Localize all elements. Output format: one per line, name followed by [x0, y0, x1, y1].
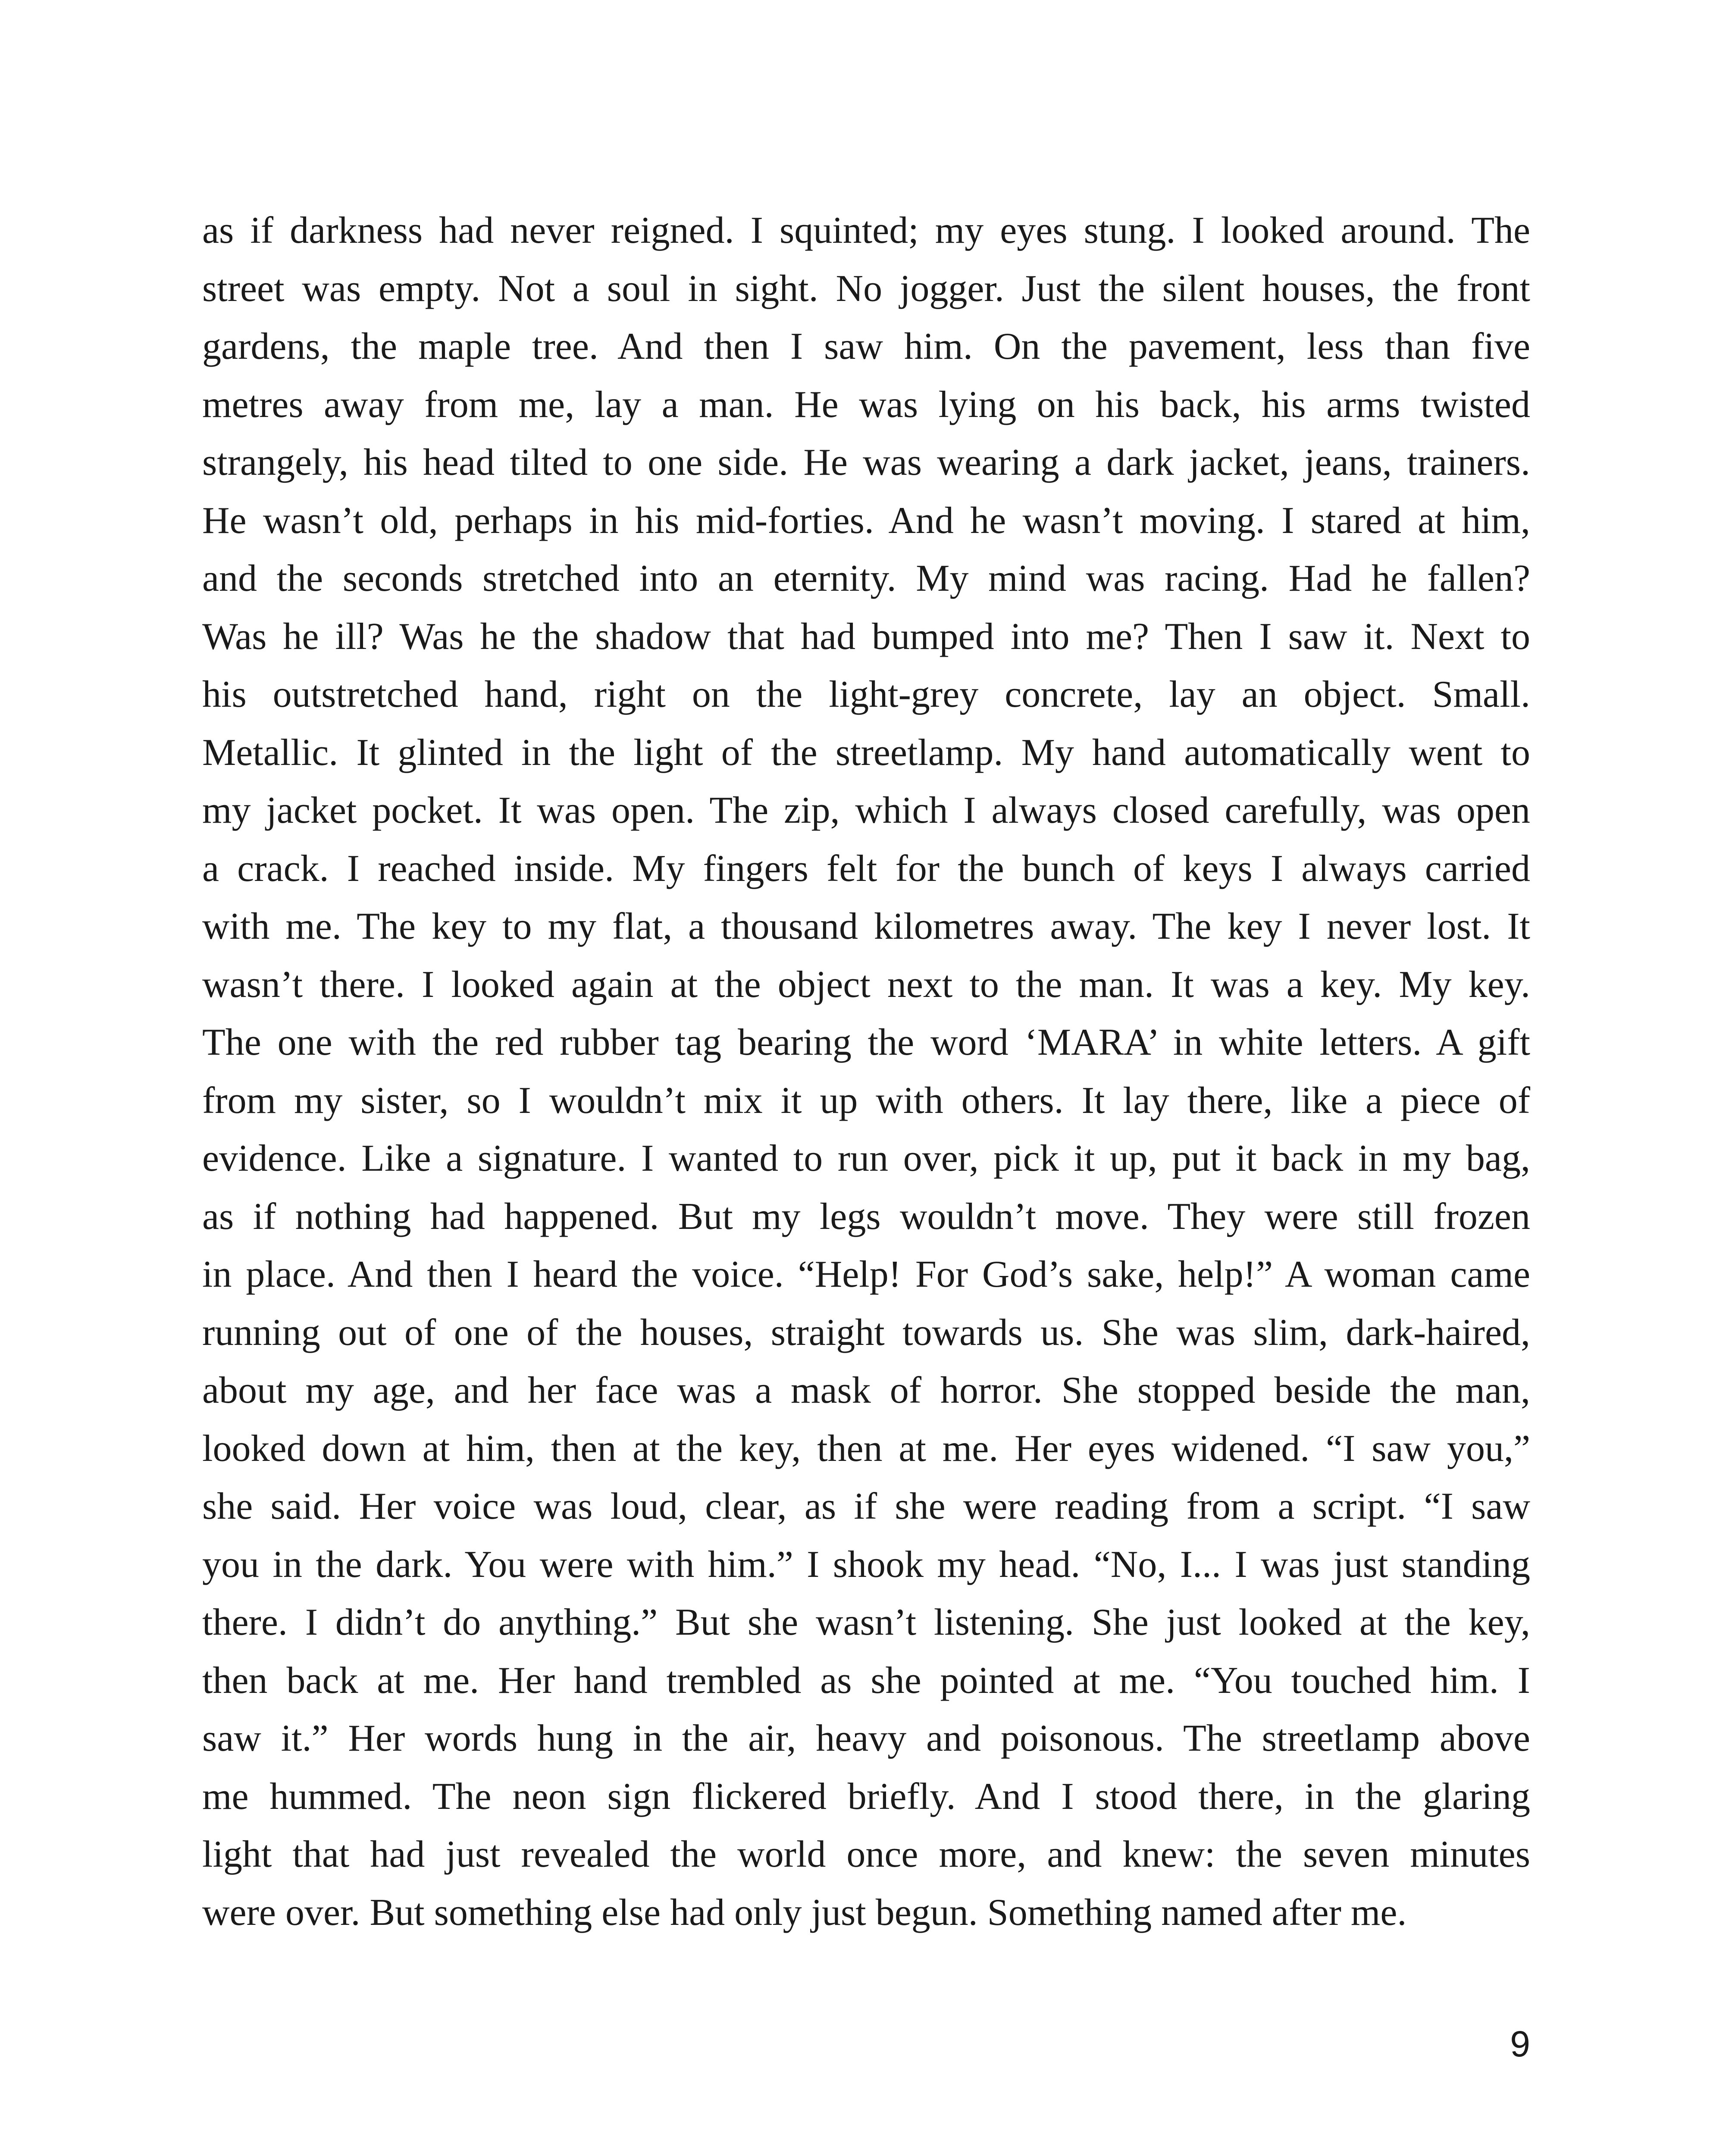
text-line: street was empty. Not a soul in sight. No jogger. Just the silent houses, the front: [202, 267, 1530, 310]
text-line: Was he ill? Was he the shadow that had bumped into me? Then I saw it. Next to: [202, 615, 1530, 658]
text-line: as if darkness had never reigned. I squinted; my eyes stung. I looked around. The: [202, 210, 1530, 251]
text-line: me hummed. The neon sign flickered briefly. And I stood there, in the glaring: [202, 1775, 1530, 1818]
text-line: wasn’t there. I looked again at the object next to the man. It was a key. My key.: [202, 963, 1530, 1006]
text-line: light that had just revealed the world once more, and knew: the seven minutes: [202, 1833, 1530, 1875]
text-line: about my age, and her face was a mask of horror. She stopped beside the man,: [202, 1369, 1530, 1411]
text-line: The one with the red rubber tag bearing the word ‘MARA’ in white letters. A gift: [202, 1022, 1530, 1063]
text-line: from my sister, so I wouldn’t mix it up with others. It lay there, like a piece of: [202, 1079, 1530, 1122]
text-line: and the seconds stretched into an eternity. My mind was racing. Had he fallen?: [202, 558, 1530, 599]
text-line: metres away from me, lay a man. He was lying on his back, his arms twisted: [202, 383, 1530, 426]
page-number: 9: [1510, 2024, 1530, 2064]
text-line: then back at me. Her hand trembled as she pointed at me. “You touched him. I: [202, 1659, 1530, 1702]
text-line: there. I didn’t do anything.” But she wasn’t listening. She just looked at the key,: [202, 1601, 1530, 1643]
text-line: saw it.” Her words hung in the air, heavy and poisonous. The streetlamp above: [202, 1717, 1530, 1759]
text-line: evidence. Like a signature. I wanted to run over, pick it up, put it back in my bag,: [202, 1138, 1530, 1179]
text-line: with me. The key to my flat, a thousand kilometres away. The key I never lost. It: [202, 906, 1530, 947]
text-line: gardens, the maple tree. And then I saw him. On the pavement, less than five: [202, 326, 1530, 367]
text-line: looked down at him, then at the key, then at me. Her eyes widened. “I saw you,”: [202, 1427, 1530, 1470]
text-line: you in the dark. You were with him.” I shook my head. “No, I... I was just standing: [202, 1543, 1530, 1586]
text-line: Metallic. It glinted in the light of the streetlamp. My hand automatically went to: [202, 731, 1530, 774]
text-line: as if nothing had happened. But my legs wouldn’t move. They were still frozen: [202, 1195, 1530, 1238]
text-line: she said. Her voice was loud, clear, as if she were reading from a script. “I saw: [202, 1485, 1530, 1527]
text-line: were over. But something else had only just begun. Something named after me.: [202, 1891, 1407, 1934]
text-line: strangely, his head tilted to one side. He was wearing a dark jacket, jeans, trainers.: [202, 442, 1530, 483]
text-line: my jacket pocket. It was open. The zip, which I always closed carefully, was open: [202, 790, 1530, 831]
text-line: his outstretched hand, right on the light-grey concrete, lay an object. Small.: [202, 674, 1530, 715]
text-line: in place. And then I heard the voice. “Help! For God’s sake, help!” A woman came: [202, 1253, 1530, 1295]
text-line: He wasn’t old, perhaps in his mid-forties. And he wasn’t moving. I stared at him,: [202, 499, 1530, 542]
body-paragraph: [202, 202, 1530, 1942]
text-line: running out of one of the houses, straight towards us. She was slim, dark-haired,: [202, 1311, 1530, 1354]
text-line: a crack. I reached inside. My fingers felt for the bunch of keys I always carried: [202, 847, 1530, 890]
